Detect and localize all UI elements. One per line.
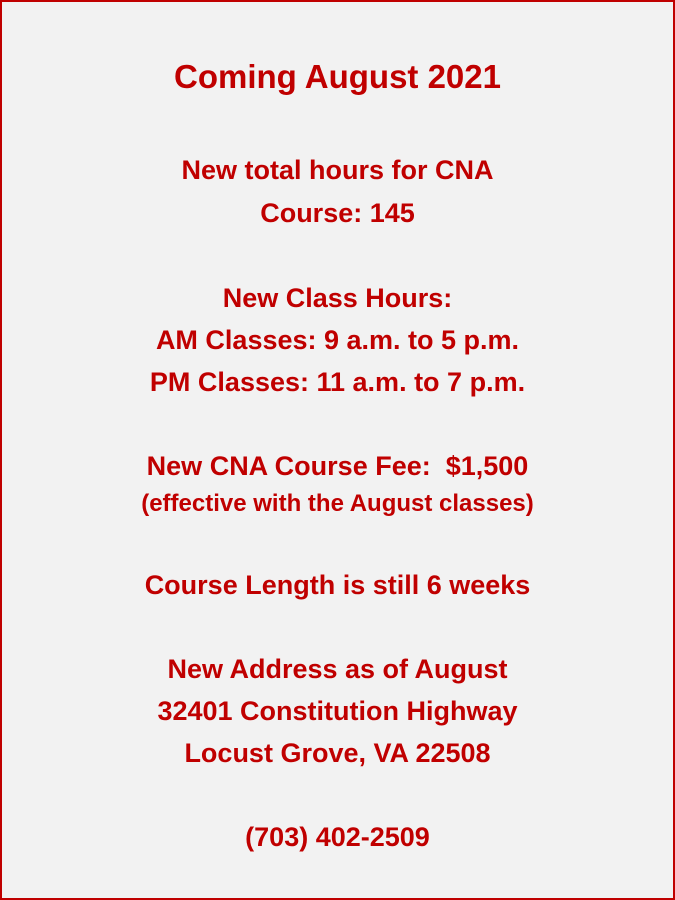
course-fee-note: (effective with the August classes) [141,490,534,517]
class-hours-heading: New Class Hours: [222,283,453,313]
total-hours-line-2: Course: 145 [260,198,415,228]
am-classes-hours: AM Classes: 9 a.m. to 5 p.m. [155,325,520,355]
phone-number: (703) 402-2509 [245,822,430,852]
total-hours-line-1: New total hours for CNA [181,155,494,185]
course-fee: New CNA Course Fee: $1,500 [146,451,529,481]
address-city: Locust Grove, VA 22508 [184,738,491,768]
pm-classes-hours: PM Classes: 11 a.m. to 7 p.m. [149,367,526,397]
course-length: Course Length is still 6 weeks [144,570,531,600]
address-street: 32401 Constitution Highway [157,696,518,726]
address-heading: New Address as of August [167,654,508,684]
announcement-title: Coming August 2021 [174,58,501,95]
